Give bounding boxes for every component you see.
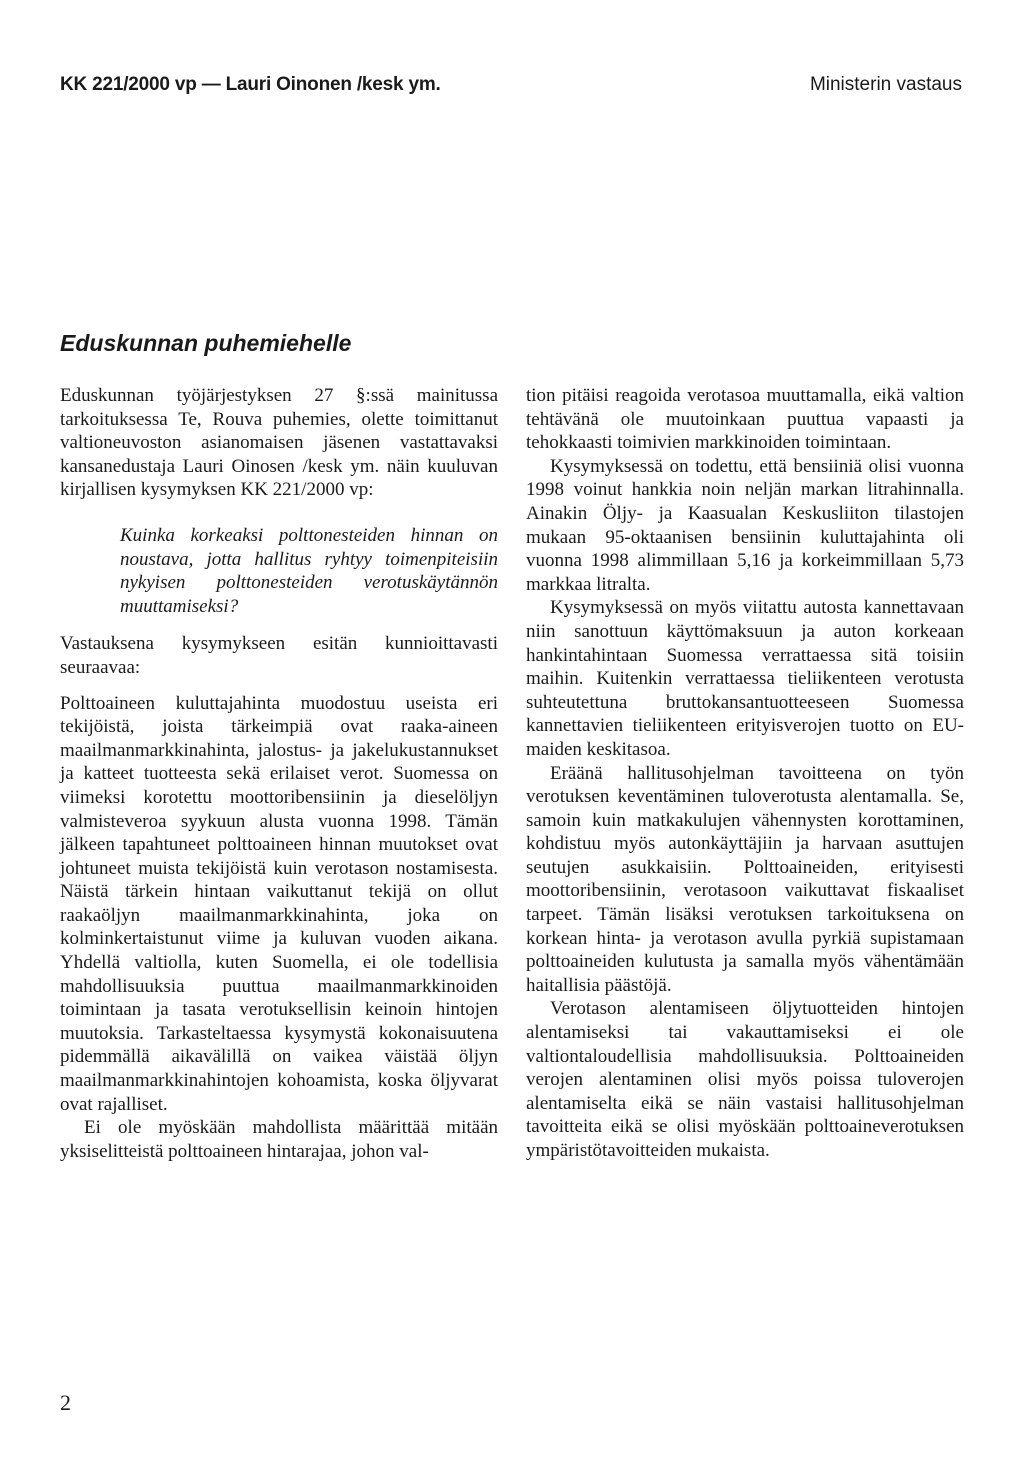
body-paragraph: Eräänä hallitusohjelman tavoitteena on työn verotuksen keventäminen tuloverotusta alentamalla. Se, samoin kuin matkakulujen vähennysten korottaminen, kohdistuu myös autonkäyttäjiin ja harvaan asuttujen seutujen asukkaisiin. Polttoaineiden, erityisesti moottoribensiinin, verotasoon vaikuttavat fiskaaliset tarpeet. Tämän lisäksi verotuksen tarkoituksena on korkean hinta- ja verotason avulla pyrkiä supistamaan polttoaineiden kulutusta ja samalla myös vähentämään haitallisia päästöjä. (526, 762, 964, 996)
body-paragraph: tion pitäisi reagoida verotasoa muuttamalla, eikä valtion tehtävänä ole muutoinkaan puuttua vapaasti ja tehokkaasti toimivien markkinoiden toimintaan. (526, 385, 964, 454)
body-paragraph: Verotason alentamiseen öljytuotteiden hintojen alentamiseksi tai vakauttamiseksi ei ole valtiontaloudellisia mahdollisuuksia. Polttoaineiden verojen alentaminen olisi myös poissa tuloverojen alentamiselta eikä se näin vastaisi hallitusohjelman tavoitteita eikä se olisi myöskään polttoaineverotuksen ympäristötavoitteiden mukaista. (526, 998, 964, 1161)
body-paragraph: Kysymyksessä on todettu, että bensiiniä olisi vuonna 1998 voinut hankkia noin neljän markan litrahinnalla. Ainakin Öljy- ja Kaasualan Keskusliiton tilastojen mukaan 95-oktaanisen bensiinin kuluttajahinta oli vuonna 1998 alimmillaan 5,16 ja korkeimmillaan 5,73 markkaa litralta. (526, 455, 964, 595)
section-label: Ministerin vastaus (809, 74, 962, 95)
intro-paragraph: Eduskunnan työjärjestyksen 27 §:ssä mainitussa tarkoituksessa Te, Rouva puhemies, olette toimittanut valtioneuvoston asianomaisen jäsenen vastattavaksi kansanedustaja Lauri Oinosen /kesk ym. näin kuuluvan kirjallisen kysymyksen KK 221/2000 vp: (60, 385, 498, 501)
letter-salutation: Eduskunnan puhemiehelle (60, 330, 352, 356)
body-paragraph: Polttoaineen kuluttajahinta muodostuu useista eri tekijöistä, joista tärkeimpiä ovat raaka-aineen maailmanmarkkinahinta, jalostus- ja jakelukustannukset ja katteet tuotteesta sekä erilaiset verot. Suomessa on viimeksi korotettu moottoribensiinin ja dieselöljyn valmisteveroa syykuun alusta vuonna 1998. Tämän jälkeen tapahtuneet polttoaineen hinnan muutokset ovat johtuneet muista tekijöistä kuin verotason nostamisesta. Näistä tärkein hintaan vaikuttanut tekijä on ollut raakaöljyn maailmanmarkkinahinta, joka on kolminkertaistunut viime ja kuluvan vuoden aikana. Yhdellä valtiolla, kuten Suomella, ei ole todellisia mahdollisuuksia puuttua maailmanmarkkinoiden toimintaan ja tasata verotuksellisin keinoin hintojen muutoksia. Tarkasteltaessa kysymystä kokonaisuutena pidemmällä aikavälillä on vaikea väistää öljyn maailmanmarkkinahintojen kohoamista, koska öljyvarat ovat rajalliset. (60, 692, 498, 1115)
body-paragraph: Kysymyksessä on myös viitattu autosta kannettavaan niin sanottuun käyttömaksuun ja auton korkeaan hankintahintaan Suomessa verrattaessa sitä toisiin maihin. Kuitenkin verrattaessa tieliikenteen verotusta suhteutettuna bruttokansantuotteeseen Suomessa kannettavien tieliikenteen erityisverojen tuotto on EU-maiden keskitasoa. (526, 597, 964, 760)
written-question: Kuinka korkeaksi polttonesteiden hinnan on noustava, jotta hallitus ryhtyy toimenpiteisiin nykyisen polttonesteiden verotuskäytännön muuttamiseksi? (120, 524, 498, 617)
page-number: 2 (60, 1390, 71, 1415)
right-column (526, 384, 964, 1163)
body-paragraph: Ei ole myöskään mahdollista määrittää mitään yksiselitteistä polttoaineen hintarajaa, johon val- (60, 1117, 498, 1162)
left-column (60, 384, 498, 1163)
answer-intro: Vastauksena kysymykseen esitän kunnioittavasti seuraavaa: (60, 633, 498, 678)
document-reference: KK 221/2000 vp — Lauri Oinonen /kesk ym. (60, 74, 441, 95)
